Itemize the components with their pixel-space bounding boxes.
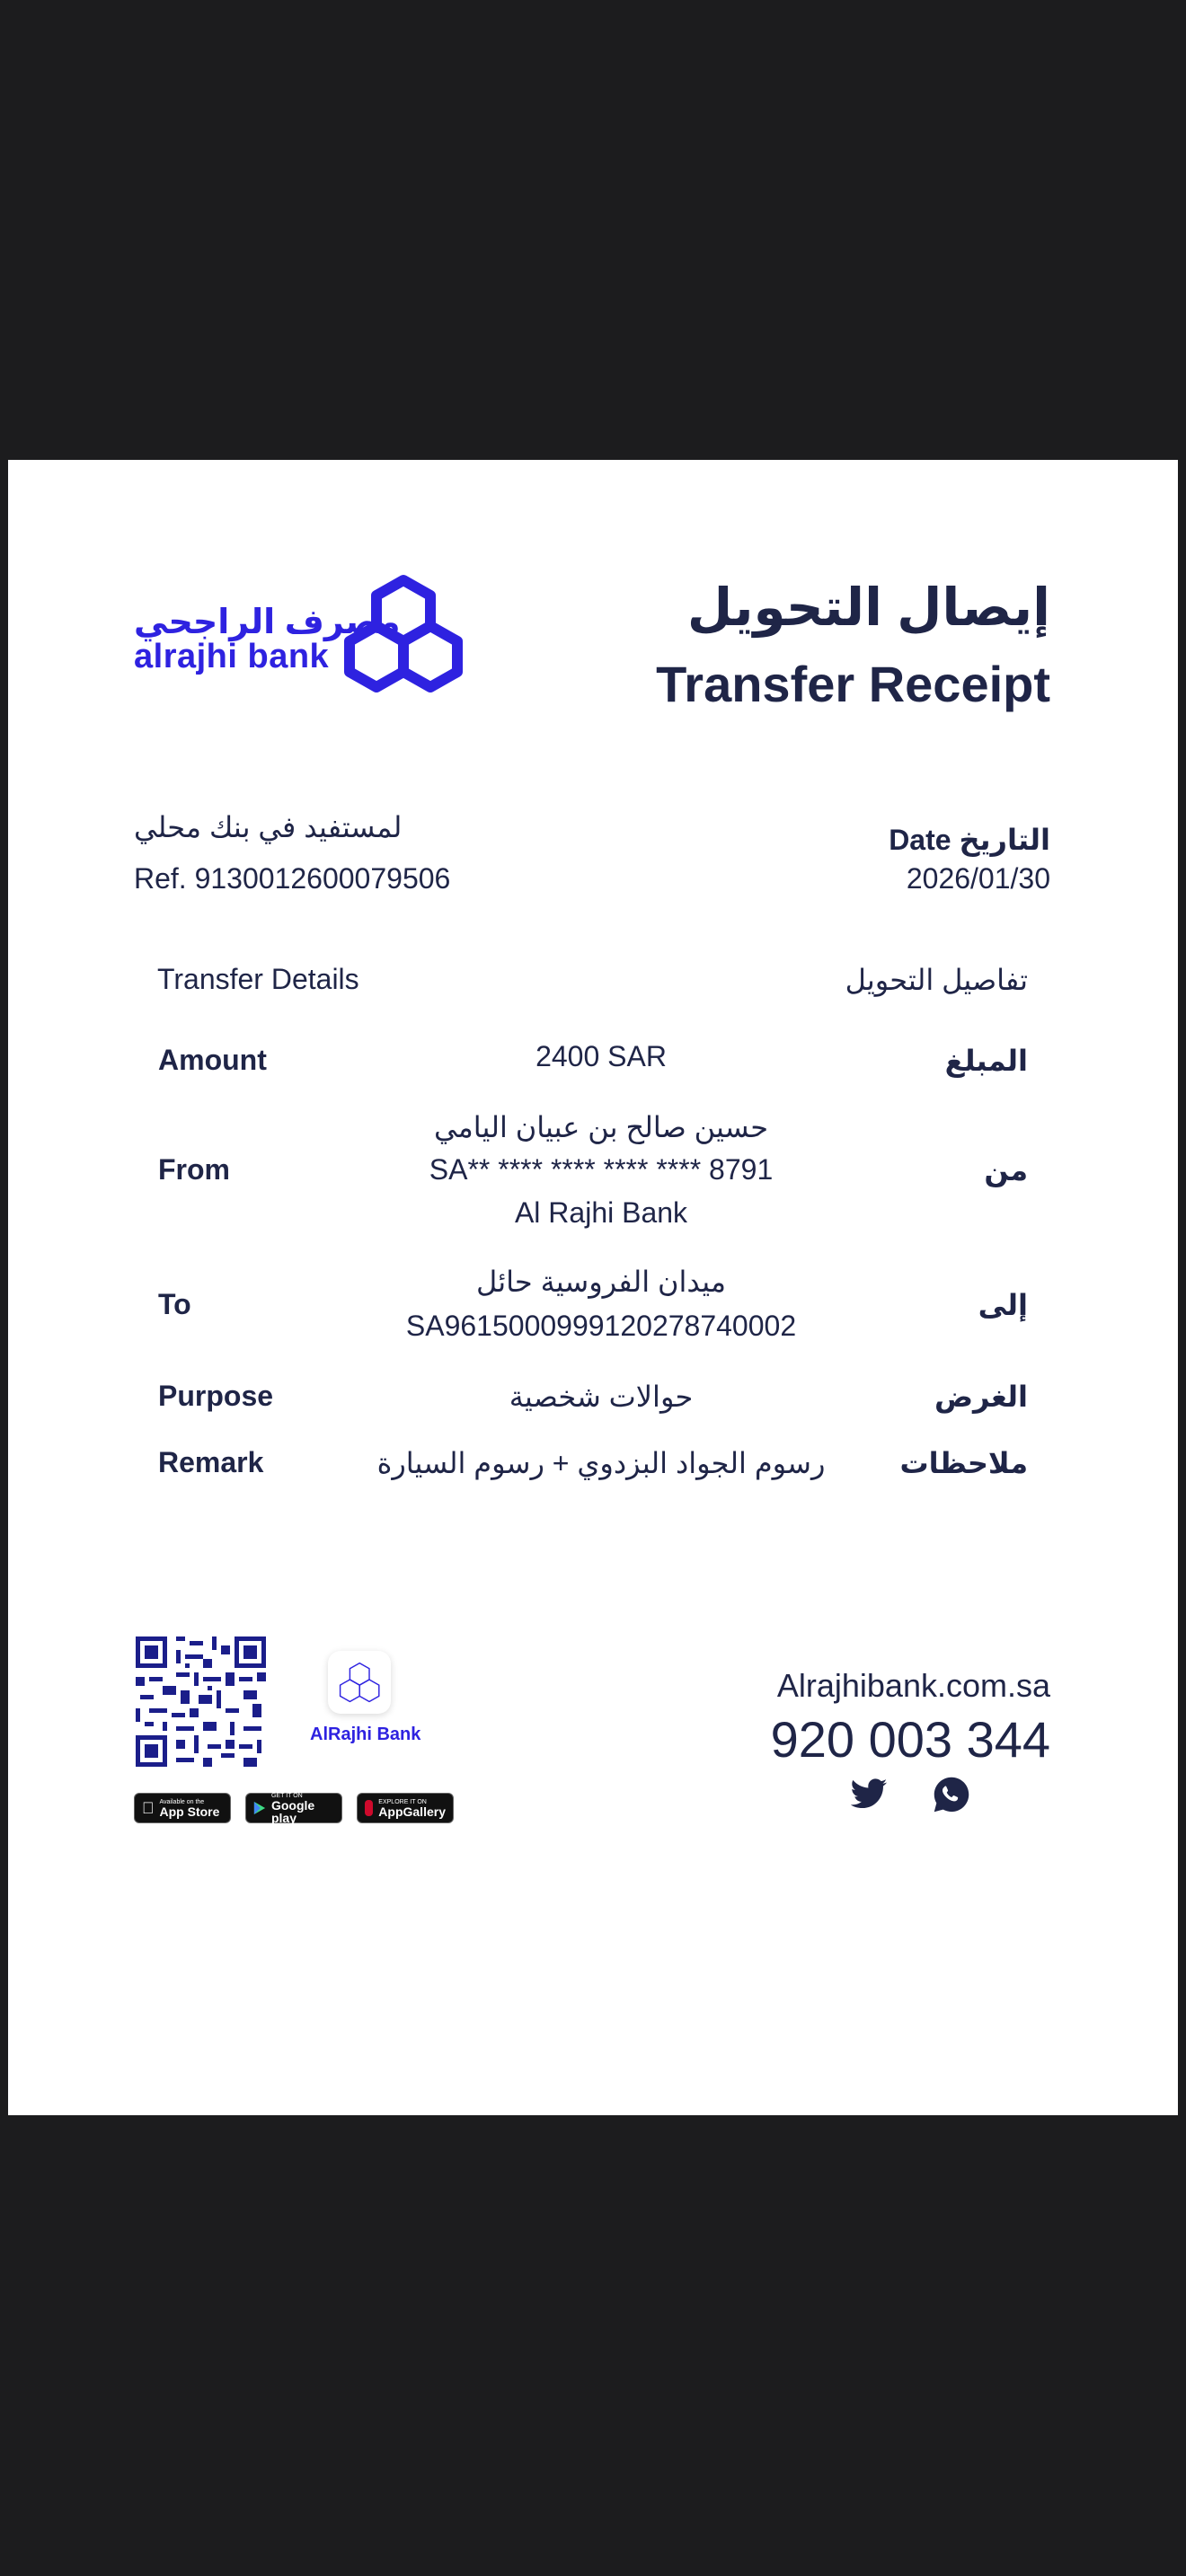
receipt-card [8,460,1178,2115]
google-play-big: Google play [270,1797,315,1825]
app-name: AlRajhi Bank [310,1725,421,1744]
to-label: To [158,1288,191,1320]
qr-code-icon [136,1636,266,1767]
remark-label-arabic: ملاحظات [899,1447,1028,1479]
purpose-label-arabic: الغرض [934,1381,1028,1413]
amount-value: 2400 SAR [535,1040,667,1072]
website[interactable]: Alrajhibank.com.sa [776,1667,1050,1704]
from-bank: Al Rajhi Bank [514,1196,688,1229]
apple-icon [142,1799,155,1818]
remark-label: Remark [158,1446,264,1478]
remark-value: رسوم الجواد البزدوي + رسوم السيارة [376,1447,826,1479]
to-label-arabic: إلى [978,1289,1028,1321]
from-name: حسين صالح بن عبيان اليامي [433,1111,768,1143]
purpose-label: Purpose [158,1380,274,1412]
google-play-icon [253,1800,266,1816]
reference-number: Ref. 9130012600079506 [134,862,451,895]
google-play-small: GET IT ON [270,1792,303,1799]
transfer-type: لمستفيد في بنك محلي [134,811,403,843]
title-arabic: إيصال التحويل [686,578,1050,637]
from-label-arabic: من [984,1154,1028,1187]
logo-text-english: alrajhi bank [134,638,330,675]
app-gallery-big: AppGallery [378,1804,446,1819]
to-iban: SA9615000999120278740002 [405,1310,797,1342]
huawei-icon [365,1800,373,1816]
section-title-english: Transfer Details [157,963,359,995]
app-store-badge[interactable] [134,1793,231,1823]
app-gallery-small: EXPLORE IT ON [378,1798,427,1805]
to-name: ميدان الفروسية حائل [476,1266,726,1298]
from-label: From [158,1153,230,1186]
date-label: Date التاريخ [889,824,1050,856]
logo-text-arabic: مصرف الراجحي [134,604,401,641]
from-account: SA** **** **** **** **** 8791 [429,1153,774,1186]
amount-label: Amount [158,1044,267,1076]
app-store-big: App Store [147,1804,208,1819]
title-english: Transfer Receipt [656,656,1050,712]
twitter-icon[interactable] [849,1775,889,1814]
purpose-value: حوالات شخصية [509,1381,694,1413]
app-store-small: Available on the [147,1798,192,1805]
date-value: 2026/01/30 [906,862,1050,895]
section-title-arabic: تفاصيل التحويل [845,964,1028,996]
google-play-badge[interactable] [245,1793,342,1823]
app-gallery-badge[interactable] [357,1793,454,1823]
whatsapp-icon[interactable] [932,1775,971,1814]
alrajhi-app-logo-icon [328,1651,391,1714]
app-icon [328,1651,391,1714]
alrajhi-logo-icon [341,571,466,697]
phone-number[interactable]: 920 003 344 [770,1711,1050,1768]
amount-label-arabic: المبلغ [944,1045,1028,1077]
